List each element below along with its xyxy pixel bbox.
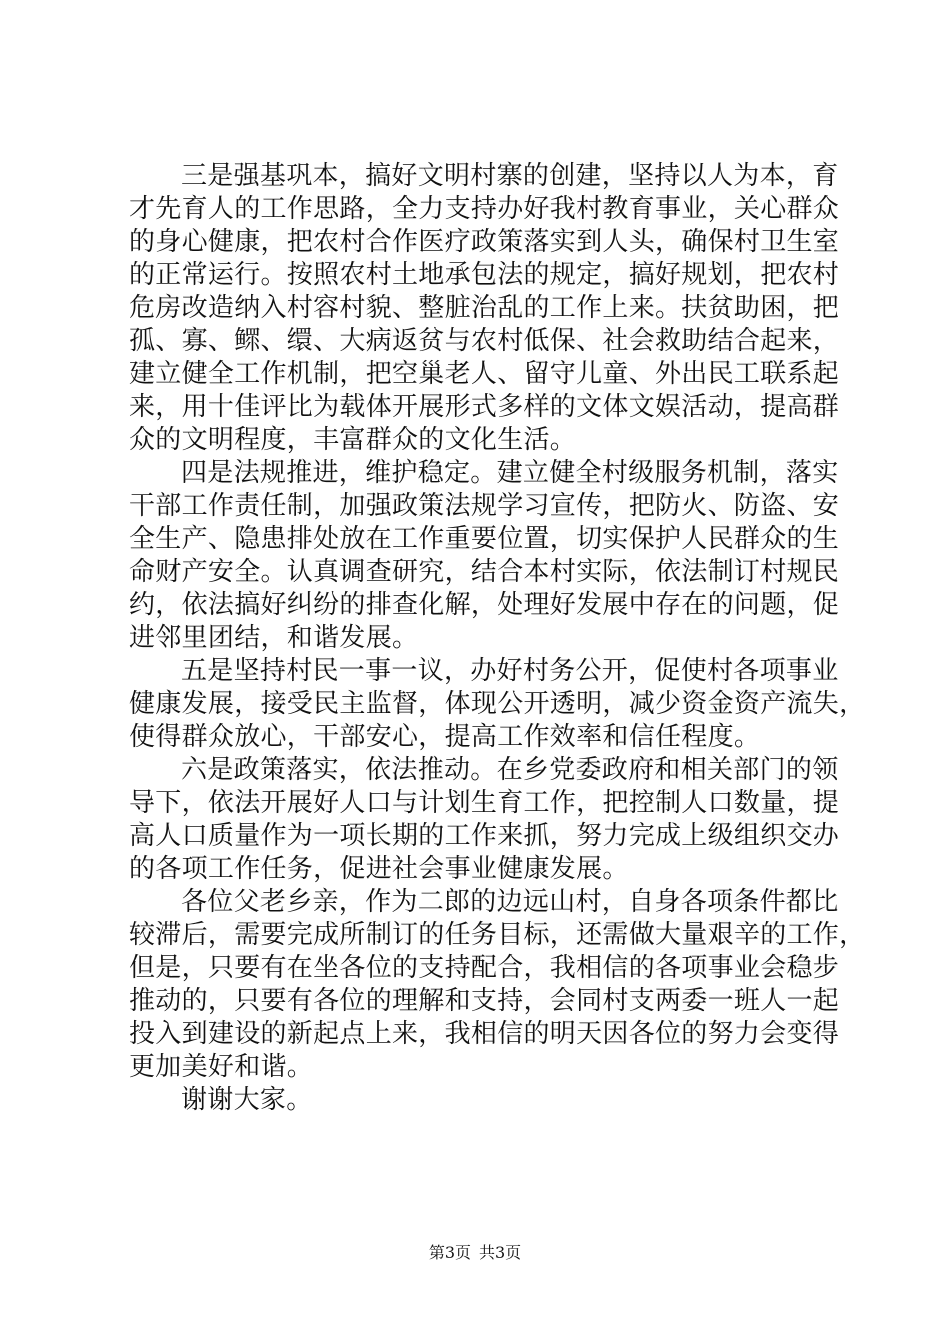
text-line: 更加美好和谐。 [129,1052,314,1082]
paragraph-closing-remarks [129,886,866,1084]
text-line: 的正常运行。按照农村土地承包法的规定，搞好规划，把农村 [129,260,840,290]
text-line: 进邻里团结，和谐发展。 [129,623,419,653]
text-line: 六是政策落实，依法推动。在乡党委政府和相关部门的领 [181,755,839,785]
text-line: 建立健全工作机制，把空巢老人、留守儿童、外出民工联系起 [129,359,840,389]
text-line: 才先育人的工作思路，全力支持办好我村教育事业，关心群众 [129,194,840,224]
text-line: 约，依法搞好纠纷的排查化解，处理好发展中存在的问题，促 [129,590,840,620]
text-line: 高人口质量作为一项长期的工作来抓，努力完成上级组织交办 [129,821,840,851]
paragraph-thanks [129,1084,831,1117]
paragraph-6-zheng-ce [129,754,840,886]
text-line: 干部工作责任制，加强政策法规学习宣传，把防火、防盗、安 [129,491,840,521]
text-line: 三是强基巩本，搞好文明村寨的创建，坚持以人为本，育 [181,161,839,191]
text-line: 众的文明程度，丰富群众的文化生活。 [129,425,577,455]
paragraph-3-qiang-ji [129,160,840,457]
page-total: 共3页 [479,1243,522,1262]
text-line: 命财产安全。认真调查研究，结合本村实际，依法制订村规民 [129,557,840,587]
document-body [129,160,866,1117]
text-line: 来，用十佳评比为载体开展形式多样的文体文娱活动，提高群 [129,392,840,422]
text-line: 四是法规推进，维护稳定。建立健全村级服务机制，落实 [181,458,839,488]
paragraph-5-cun-wu [129,655,866,754]
page-footer [0,1243,950,1263]
text-line: 全生产、隐患排处放在工作重要位置，切实保护人民群众的生 [129,524,840,554]
text-line: 但是，只要有在坐各位的支持配合，我相信的各项事业会稳步 [129,953,840,983]
text-line: 导下，依法开展好人口与计划生育工作，把控制人口数量，提 [129,788,840,818]
paragraph-4-fa-gui [129,457,840,655]
text-line: 推动的，只要有各位的理解和支持，会同村支两委一班人一起 [129,986,840,1016]
text-line: 危房改造纳入村容村貌、整脏治乱的工作上来。扶贫助困，把 [129,293,840,323]
text-line: 较滞后，需要完成所制订的任务目标，还需做大量艰辛的工作， [129,920,866,950]
text-line: 各位父老乡亲，作为二郎的边远山村，自身各项条件都比 [181,887,839,917]
text-line: 使得群众放心，干部安心，提高工作效率和信任程度。 [129,722,761,752]
page-number: 第3页 [428,1243,471,1262]
text-line: 的身心健康，把农村合作医疗政策落实到人头，确保村卫生室 [129,227,840,257]
text-line: 谢谢大家。 [181,1085,313,1115]
text-line: 五是坚持村民一事一议，办好村务公开，促使村各项事业 [181,656,839,686]
text-line: 投入到建设的新起点上来，我相信的明天因各位的努力会变得 [129,1019,840,1049]
text-line: 孤、寡、鳏、缳、大病返贫与农村低保、社会救助结合起来， [129,326,840,356]
text-line: 健康发展，接受民主监督，体现公开透明，减少资金资产流失， [129,689,866,719]
text-line: 的各项工作任务，促进社会事业健康发展。 [129,854,629,884]
